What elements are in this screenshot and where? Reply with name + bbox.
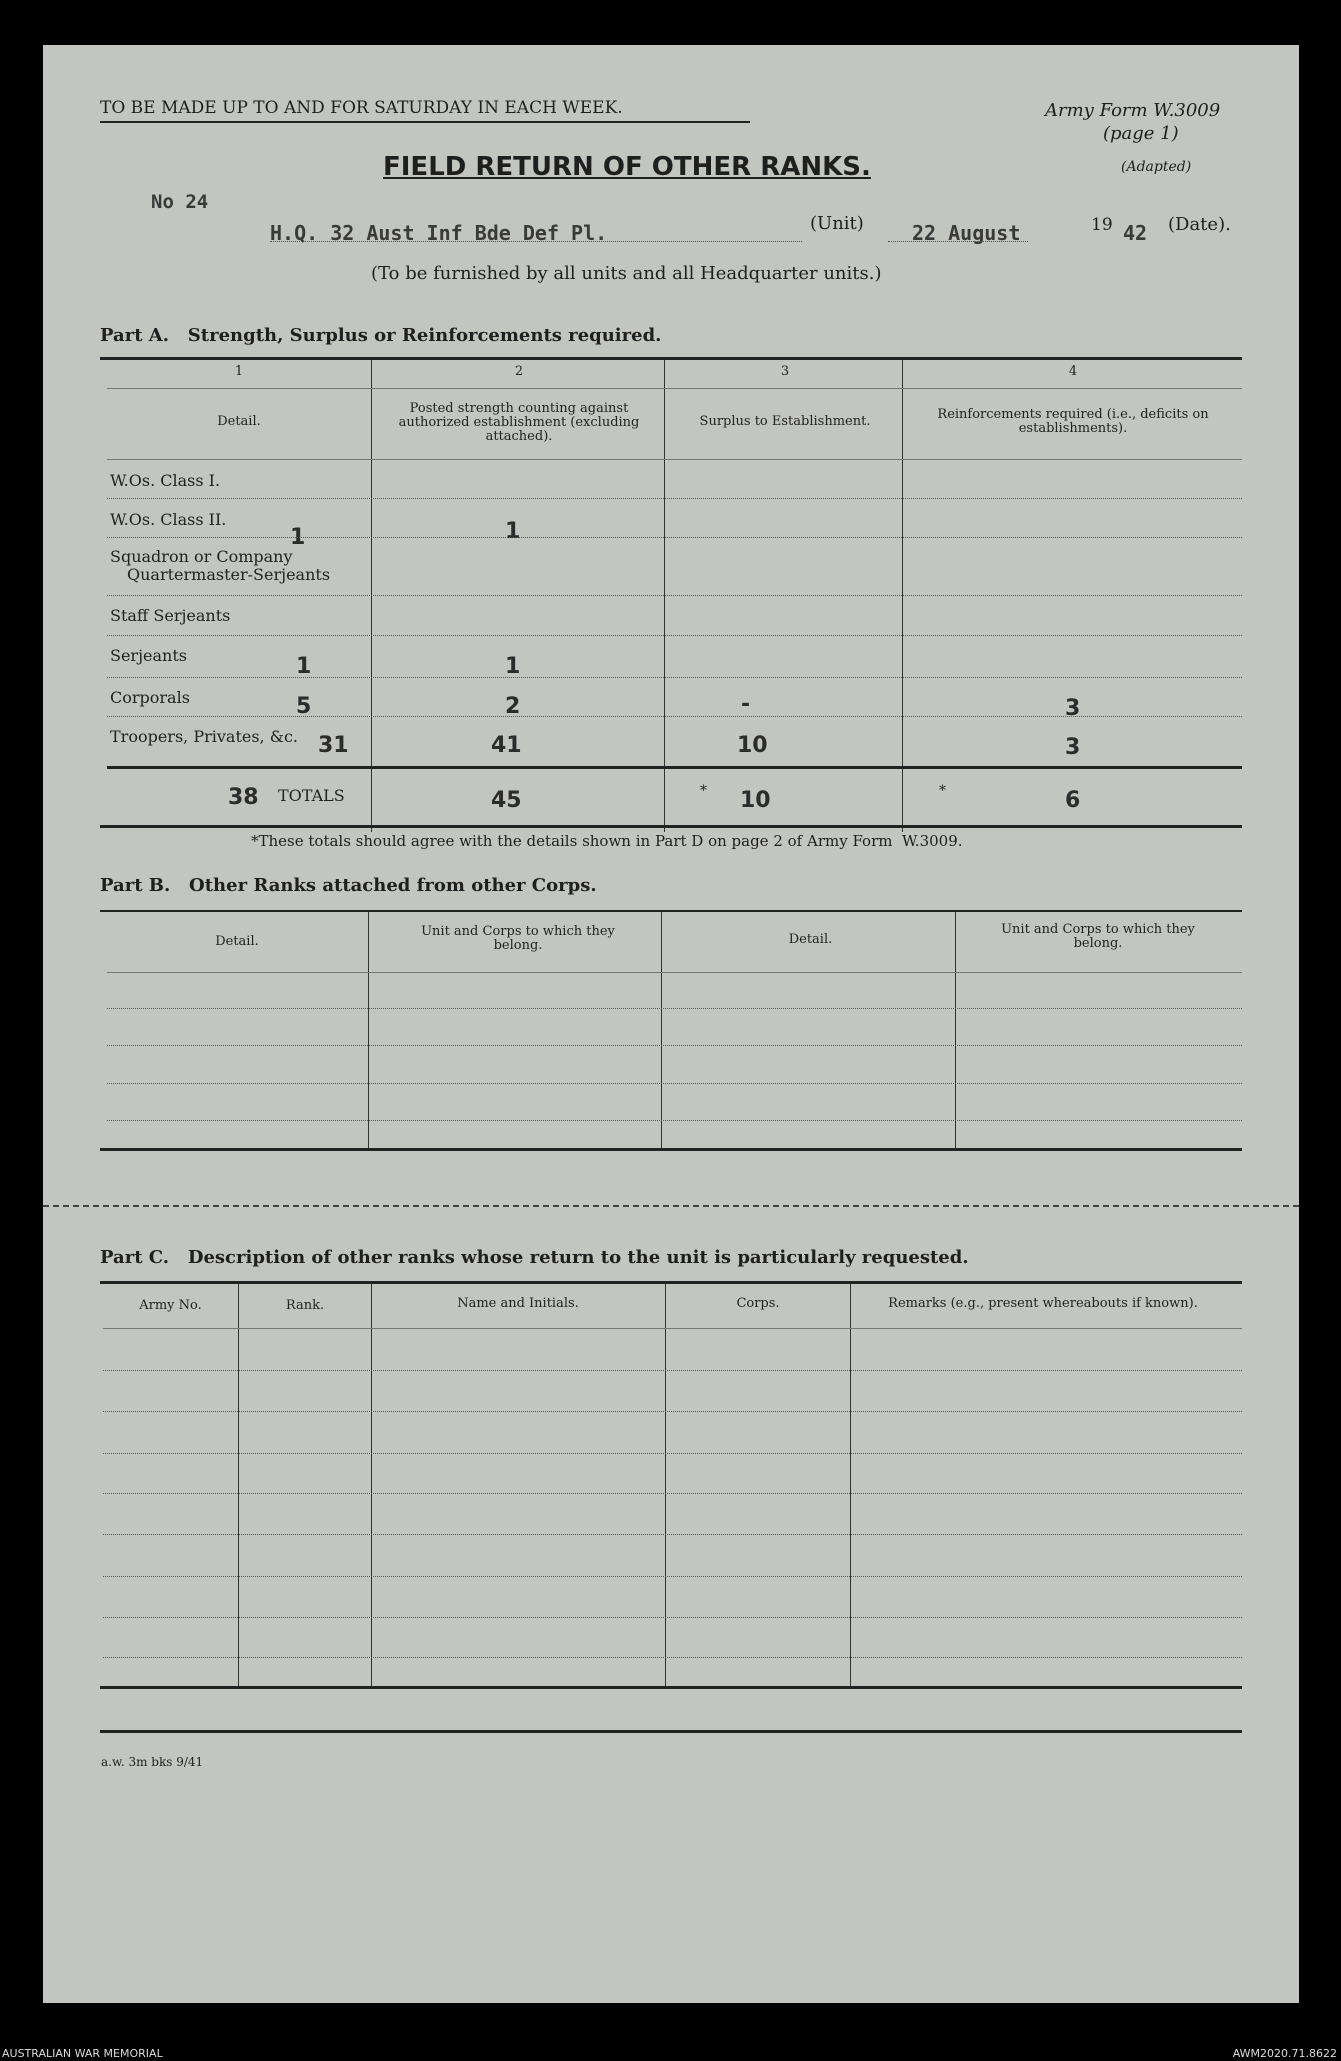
part-c-col-sep-4 [850, 1284, 851, 1689]
row-label-wo1: W.Os. Class I. [110, 471, 221, 490]
instruction-underline [100, 121, 750, 123]
row-hand-privates: 31 [318, 733, 349, 758]
form-reference: Army Form W.3009 [1045, 100, 1221, 121]
row-reinf-corporals: 3 [1065, 696, 1081, 721]
col-number-2: 2 [514, 364, 524, 379]
row-posted-serjeants: 1 [505, 654, 521, 679]
part-c-top-rule [100, 1281, 1242, 1284]
col-number-3: 3 [780, 364, 790, 379]
return-number-stamp: No 24 [151, 191, 209, 213]
part-b-header-detail-1: Detail. [215, 934, 259, 949]
part-b-col-sep-1 [368, 912, 369, 1148]
date-value: 22 August [912, 221, 1021, 245]
year-prefix: 19 [1091, 215, 1113, 235]
col-header-detail: Detail. [217, 414, 261, 429]
row-label-corporals: Corporals [110, 688, 190, 707]
part-c-final-rule [100, 1730, 1242, 1733]
archive-credit: AUSTRALIAN WAR MEMORIAL [2, 2047, 163, 2060]
part-c-col-sep-2 [371, 1284, 372, 1689]
part-b-col-sep-2 [661, 912, 662, 1148]
row-posted-corporals: 2 [505, 694, 521, 719]
part-b-header-unit-2: Unit and Corps to which they belong. [1001, 922, 1195, 951]
part-a-col-sep-2 [664, 360, 665, 832]
part-c-header-remarks: Remarks (e.g., present whereabouts if known). [888, 1296, 1198, 1311]
part-b-header-detail-2: Detail. [788, 932, 833, 947]
row-rule [107, 635, 1242, 636]
part-c-row-rule [103, 1576, 1242, 1577]
row-label-privates: Troopers, Privates, &c. [110, 727, 299, 746]
totals-reinf: 6 [1065, 788, 1081, 813]
totals-asterisk-reinf: * [939, 783, 946, 799]
totals-hand: 38 [228, 785, 259, 810]
date-dotted-line [888, 241, 1028, 242]
col-header-surplus: Surplus to Establishment. [699, 414, 871, 429]
row-hand-serjeants: 1 [296, 654, 312, 679]
part-c-col-sep-3 [665, 1284, 666, 1689]
archive-reference: AWM2020.71.8622 [1232, 2047, 1337, 2060]
part-c-row-rule [103, 1370, 1242, 1371]
part-c-bottom-rule [100, 1686, 1242, 1689]
part-b-col-sep-3 [955, 912, 956, 1148]
unit-label: (Unit) [810, 213, 864, 234]
row-rule [107, 716, 1242, 717]
col-number-1: 1 [234, 364, 244, 379]
row-label-cqms: Squadron or Company [110, 547, 293, 566]
row-label-wo2: W.Os. Class II. [110, 510, 227, 529]
part-c-header-rule [103, 1328, 1242, 1329]
part-c-header-corps: Corps. [736, 1296, 780, 1311]
row-rule [107, 595, 1242, 596]
totals-asterisk-surplus: * [700, 783, 707, 799]
totals-top-rule [107, 766, 1242, 769]
part-b-header-rule [107, 972, 1242, 973]
part-b-header-unit-1: Unit and Corps to which they belong. [421, 924, 615, 953]
part-c-row-rule [103, 1411, 1242, 1412]
part-c-row-rule [103, 1534, 1242, 1535]
page-number: (page 1) [1103, 123, 1179, 144]
part-c-row-rule [103, 1493, 1242, 1494]
part-c-heading: Part C. Description of other ranks whose return to the unit is particularly requested. [100, 1247, 969, 1268]
row-posted-privates: 41 [491, 733, 522, 758]
adapted-label: (Adapted) [1121, 159, 1192, 175]
year-value: 42 [1123, 221, 1148, 245]
instruction-line: TO BE MADE UP TO AND FOR SATURDAY IN EACH WEEK. [100, 98, 623, 118]
print-code: a.w. 3m bks 9/41 [101, 1755, 204, 1769]
part-c-header-name: Name and Initials. [457, 1296, 579, 1311]
part-a-top-rule [100, 357, 1242, 360]
totals-posted: 45 [491, 788, 522, 813]
row-hand-wo2: 1 [290, 525, 306, 550]
row-reinf-privates: 3 [1065, 735, 1081, 760]
col-header-posted: Posted strength counting against authorized establishment (excluding attached). [398, 401, 640, 444]
totals-label: TOTALS [278, 786, 345, 805]
form-paper [43, 45, 1299, 2003]
part-b-heading: Part B. Other Ranks attached from other Corps. [100, 875, 597, 896]
row-label-serjeants: Serjeants [110, 646, 187, 665]
tear-line [43, 1205, 1299, 1207]
part-a-heading: Part A. Strength, Surplus or Reinforcements required. [100, 325, 662, 346]
part-b-top-rule [100, 910, 1242, 912]
col-number-rule [107, 388, 1242, 389]
row-posted-wo2: 1 [505, 519, 521, 544]
row-hand-corporals: 5 [296, 694, 312, 719]
subtitle: (To be furnished by all units and all Headquarter units.) [371, 263, 882, 284]
part-a-col-sep-3 [902, 360, 903, 832]
form-title: FIELD RETURN OF OTHER RANKS. [383, 152, 871, 182]
part-c-row-rule [103, 1657, 1242, 1658]
part-a-bottom-rule [100, 825, 1242, 828]
row-surplus-privates: 10 [737, 733, 768, 758]
col-header-rule [107, 459, 1242, 460]
unit-dotted-line [270, 241, 802, 242]
row-rule [107, 498, 1242, 499]
col-number-4: 4 [1068, 364, 1078, 379]
part-c-row-rule [103, 1453, 1242, 1454]
row-rule [107, 537, 1242, 538]
unit-value: H.Q. 32 Aust Inf Bde Def Pl. [270, 221, 608, 245]
part-c-row-rule [103, 1617, 1242, 1618]
part-a-footnote: *These totals should agree with the details shown in Part D on page 2 of Army Form W.3009. [251, 832, 963, 850]
part-b-row-rule [107, 1045, 1242, 1046]
part-c-col-sep-1 [238, 1284, 239, 1689]
row-rule [107, 677, 1242, 678]
date-label: (Date). [1168, 214, 1231, 235]
row-label-staff-sgt: Staff Serjeants [110, 606, 231, 625]
row-surplus-corporals: - [741, 692, 751, 717]
part-b-bottom-rule [100, 1148, 1242, 1151]
part-c-header-army-no: Army No. [139, 1298, 202, 1313]
part-c-header-rank: Rank. [285, 1298, 325, 1313]
part-b-row-rule [107, 1120, 1242, 1121]
part-b-row-rule [107, 1083, 1242, 1084]
row-label-cqms-2: Quartermaster-Serjeants [127, 565, 331, 584]
col-header-reinforcements: Reinforcements required (i.e., deficits on establishments). [937, 407, 1209, 436]
totals-surplus: 10 [740, 788, 771, 813]
part-b-row-rule [107, 1008, 1242, 1009]
part-a-col-sep-1 [371, 360, 372, 832]
